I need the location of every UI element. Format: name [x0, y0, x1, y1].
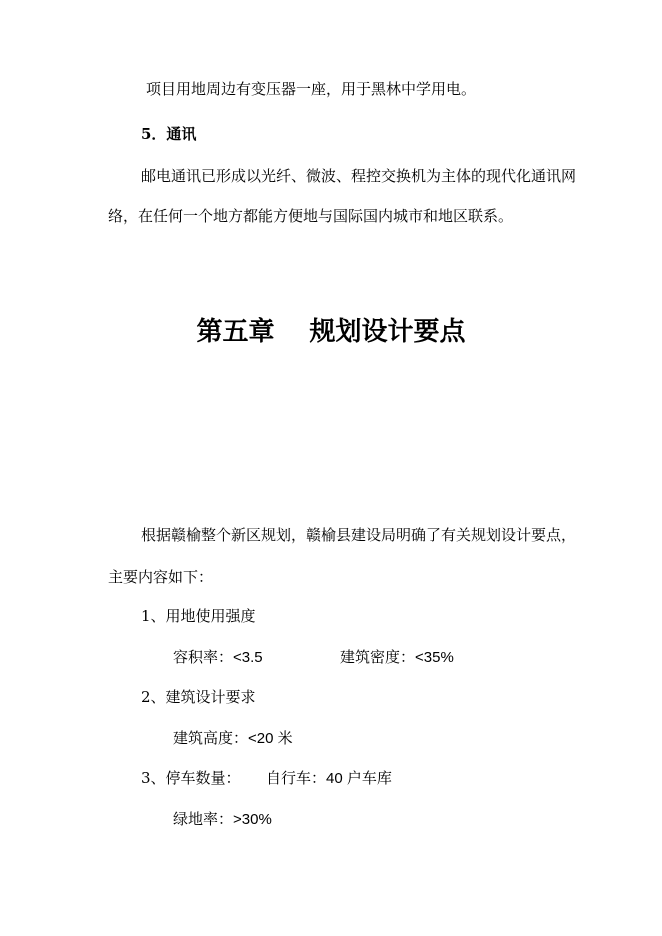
green-ratio-label: 绿地率：: [173, 810, 234, 828]
chapter-title: 第五章 规划设计要点: [196, 317, 466, 347]
intro-line-2: 主要内容如下：: [108, 568, 214, 586]
floor-area-ratio-label: 容积率：: [173, 648, 234, 666]
building-density-value: <35%: [415, 649, 454, 666]
building-height-label: 建筑高度：: [173, 729, 249, 747]
intro-line-1: 根据赣榆整个新区规划，赣榆县建设局明确了有关规划设计要点，: [141, 526, 577, 544]
transformer-paragraph: 项目用地周边有变压器一座，用于黑林中学用电。: [146, 80, 477, 98]
bicycle-parking-label: 自行车：: [266, 769, 327, 787]
point-3-heading: 3、停车数量：: [141, 769, 241, 787]
telecom-paragraph-line-1: 邮电通讯已形成以光纤、微波、程控交换机为主体的现代化通讯网: [141, 167, 577, 185]
green-ratio: [173, 809, 272, 830]
building-density-label: 建筑密度：: [340, 648, 416, 666]
building-height-value: <20 米: [248, 730, 293, 747]
telecom-paragraph-line-2: 络，在任何一个地方都能方便地与国际国内城市和地区联系。: [108, 207, 514, 225]
telecom-heading: 5．通讯: [141, 125, 197, 143]
point-2-heading: 2、建筑设计要求: [141, 688, 256, 706]
bicycle-parking-value: 40 户车库: [326, 770, 392, 787]
building-density: [340, 647, 454, 668]
building-height: [173, 728, 293, 749]
floor-area-ratio-value: <3.5: [233, 649, 263, 666]
floor-area-ratio: [173, 647, 263, 668]
point-1-heading: 1、用地使用强度: [141, 607, 256, 625]
bicycle-parking: [266, 768, 392, 789]
green-ratio-value: >30%: [233, 811, 272, 828]
